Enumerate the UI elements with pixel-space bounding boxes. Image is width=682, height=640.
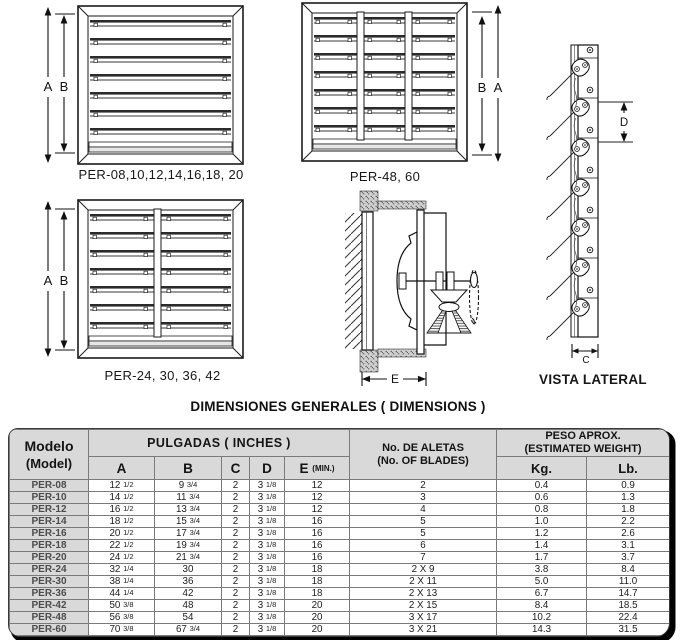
dim-a-cell: 20 1/2	[89, 528, 155, 540]
blades-cell: 3 X 17	[350, 612, 497, 624]
installation-diagram	[345, 191, 479, 386]
dim-a-label: A	[43, 79, 53, 94]
kg-cell: 6.7	[497, 588, 587, 600]
dim-d-label: D	[619, 117, 629, 129]
lb-cell: 11.0	[587, 576, 670, 588]
model-cell: PER-12	[10, 504, 89, 516]
header-weight	[497, 430, 670, 457]
table-row	[10, 588, 670, 600]
dim-b-cell: 21 3/4	[155, 552, 222, 564]
lb-cell: 2.2	[587, 516, 670, 528]
dim-d-cell: 3 1/8	[250, 492, 285, 504]
dim-b-cell: 15 3/4	[155, 516, 222, 528]
blades-cell: 5	[350, 528, 497, 540]
louver-double-caption: PER-24, 30, 36, 42	[104, 368, 221, 383]
dim-d-cell: 3 1/8	[250, 552, 285, 564]
dim-a-cell: 56 3/8	[89, 612, 155, 624]
model-cell: PER-18	[10, 540, 89, 552]
table-row	[10, 564, 670, 576]
dim-c-cell: 2	[222, 576, 250, 588]
dim-e-cell: 16	[285, 516, 350, 528]
dim-a-cell: 14 1/2	[89, 492, 155, 504]
belt-guard	[452, 311, 471, 333]
dim-d-cell: 3 1/8	[250, 576, 285, 588]
dim-d-cell: 3 1/8	[250, 528, 285, 540]
dim-b-cell: 11 3/4	[155, 492, 222, 504]
table-title: DIMENSIONES GENERALES ( DIMENSIONS )	[190, 399, 486, 414]
dim-b-label: B	[59, 273, 69, 288]
dim-a-cell: 32 1/4	[89, 564, 155, 576]
louver-triple-diagram	[302, 3, 503, 162]
dim-e-label: E	[390, 372, 400, 386]
dim-b-cell: 54	[155, 612, 222, 624]
header-model-es: Modelo	[24, 437, 74, 454]
header-col-lb: Lb.	[587, 457, 670, 480]
mullion	[405, 12, 412, 140]
table-row	[10, 528, 670, 540]
dim-c-cell: 2	[222, 516, 250, 528]
dim-e-cell: 20	[285, 624, 350, 636]
lb-cell: 1.3	[587, 492, 670, 504]
wall-block	[360, 350, 378, 372]
dim-b-cell: 9 3/4	[155, 480, 222, 492]
dim-b-cell: 42	[155, 588, 222, 600]
header-col-a: A	[89, 457, 155, 480]
pulley	[436, 272, 443, 290]
dim-d-cell: 3 1/8	[250, 480, 285, 492]
kg-cell: 0.4	[497, 480, 587, 492]
lb-cell: 3.1	[587, 540, 670, 552]
header-weight-es: PESO APROX.	[545, 430, 621, 442]
dim-b-label: B	[477, 80, 487, 95]
dimension-arrow-a	[44, 201, 53, 357]
dim-d-cell: 3 1/8	[250, 600, 285, 612]
dimension-arrow-c	[572, 344, 598, 366]
kg-cell: 10.2	[497, 612, 587, 624]
model-cell: PER-30	[10, 576, 89, 588]
model-cell: PER-08	[10, 480, 89, 492]
blades-cell: 2 X 13	[350, 588, 497, 600]
dim-c-cell: 2	[222, 600, 250, 612]
dim-b-cell: 67 3/4	[155, 624, 222, 636]
mullion	[357, 12, 364, 140]
dim-c-cell: 2	[222, 492, 250, 504]
dimension-arrow-b	[55, 209, 75, 350]
blades-cell: 4	[350, 504, 497, 516]
header-col-c: C	[222, 457, 250, 480]
dim-d-cell: 3 1/8	[250, 564, 285, 576]
blades-cell: 6	[350, 540, 497, 552]
dim-b-cell: 36	[155, 576, 222, 588]
kg-cell: 14.3	[497, 624, 587, 636]
table-row	[10, 492, 670, 504]
table-row	[10, 552, 670, 564]
header-col-e: E (MIN.)	[285, 457, 350, 480]
lb-cell: 0.9	[587, 480, 670, 492]
kg-cell: 1.0	[497, 516, 587, 528]
dim-b-cell: 17 3/4	[155, 528, 222, 540]
dim-a-cell: 50 3/8	[89, 600, 155, 612]
lb-cell: 14.7	[587, 588, 670, 600]
louver-double-diagram	[44, 200, 243, 358]
table-row	[10, 624, 670, 636]
lb-cell: 22.4	[587, 612, 670, 624]
dim-b-cell: 30	[155, 564, 222, 576]
wall-hatch	[345, 213, 362, 349]
kg-cell: 5.0	[497, 576, 587, 588]
dim-c-label: C	[582, 355, 590, 366]
model-cell: PER-14	[10, 516, 89, 528]
kg-cell: 8.4	[497, 600, 587, 612]
dim-a-cell: 38 1/4	[89, 576, 155, 588]
blades-cell: 2	[350, 480, 497, 492]
dim-e-cell: 18	[285, 564, 350, 576]
wall-block	[360, 191, 378, 211]
wall-block	[378, 201, 426, 209]
dim-e-cell: 12	[285, 480, 350, 492]
motor-pulley	[471, 273, 478, 288]
dim-a-cell: 44 1/4	[89, 588, 155, 600]
model-cell: PER-24	[10, 564, 89, 576]
dim-c-cell: 2	[222, 540, 250, 552]
header-blades	[350, 430, 497, 480]
dim-e-cell: 16	[285, 552, 350, 564]
dimension-arrow-b	[55, 14, 75, 153]
lb-cell: 3.7	[587, 552, 670, 564]
dim-c-cell: 2	[222, 588, 250, 600]
kg-cell: 3.8	[497, 564, 587, 576]
fan-hub	[399, 273, 406, 289]
lateral-view-diagram	[547, 45, 633, 366]
lateral-view-caption: VISTA LATERAL	[539, 372, 647, 387]
table-row	[10, 612, 670, 624]
blades-cell: 2 X 15	[350, 600, 497, 612]
louver-single-caption: PER-08,10,12,14,16,18, 20	[78, 167, 244, 182]
header-weight-en: (ESTIMATED WEIGHT)	[524, 443, 642, 455]
kg-cell: 1.4	[497, 540, 587, 552]
header-blades-en: (No. OF BLADES)	[377, 454, 469, 467]
dim-b-label: B	[59, 79, 69, 94]
dim-e-cell: 12	[285, 504, 350, 516]
table-row	[10, 516, 670, 528]
blades-cell: 3 X 21	[350, 624, 497, 636]
table-row	[10, 600, 670, 612]
dim-a-cell: 12 1/2	[89, 480, 155, 492]
dim-b-cell: 48	[155, 600, 222, 612]
dim-a-label: A	[493, 80, 503, 95]
lb-cell: 31.5	[587, 624, 670, 636]
dim-c-cell: 2	[222, 480, 250, 492]
dim-b-cell: 13 3/4	[155, 504, 222, 516]
table-body	[10, 480, 670, 636]
header-blades-es: No. DE ALETAS	[382, 441, 464, 454]
lb-cell: 2.6	[587, 528, 670, 540]
dim-e-cell: 18	[285, 576, 350, 588]
lb-cell: 8.4	[587, 564, 670, 576]
dimension-arrow-a	[494, 5, 503, 162]
dimension-arrow-a	[44, 7, 53, 163]
dim-e-cell: 20	[285, 600, 350, 612]
dim-e-cell: 16	[285, 528, 350, 540]
dimension-arrow-e	[362, 372, 426, 386]
dim-d-cell: 3 1/8	[250, 540, 285, 552]
belt-guard	[427, 311, 446, 333]
model-cell: PER-48	[10, 612, 89, 624]
header-inches: PULGADAS ( INCHES )	[89, 430, 350, 457]
model-cell: PER-10	[10, 492, 89, 504]
blades-cell: 7	[350, 552, 497, 564]
dim-e-cell: 18	[285, 588, 350, 600]
kg-cell: 1.2	[497, 528, 587, 540]
header-col-kg: Kg.	[497, 457, 587, 480]
dim-d-cell: 3 1/8	[250, 516, 285, 528]
header-model-en: (Model)	[25, 455, 73, 471]
dim-b-cell: 19 3/4	[155, 540, 222, 552]
model-cell: PER-60	[10, 624, 89, 636]
table-row	[10, 504, 670, 516]
lb-cell: 1.8	[587, 504, 670, 516]
model-cell: PER-42	[10, 600, 89, 612]
dim-a-label: A	[43, 273, 53, 288]
dim-c-cell: 2	[222, 504, 250, 516]
table-row	[10, 540, 670, 552]
louver-panel	[362, 212, 373, 350]
dimension-arrow-d	[598, 102, 633, 142]
pulley	[447, 272, 454, 290]
blades-cell: 2 X 9	[350, 564, 497, 576]
kg-cell: 0.6	[497, 492, 587, 504]
blades-cell: 5	[350, 516, 497, 528]
kg-cell: 1.7	[497, 552, 587, 564]
header-col-b: B	[155, 457, 222, 480]
dim-e-cell: 16	[285, 540, 350, 552]
dim-a-cell: 70 3/8	[89, 624, 155, 636]
lb-cell: 18.5	[587, 600, 670, 612]
motor-bracket	[431, 290, 467, 302]
model-cell: PER-16	[10, 528, 89, 540]
dim-e-cell: 20	[285, 612, 350, 624]
dim-c-cell: 2	[222, 528, 250, 540]
dim-a-cell: 24 1/2	[89, 552, 155, 564]
dim-d-cell: 3 1/8	[250, 504, 285, 516]
kg-cell: 0.8	[497, 504, 587, 516]
blades-cell: 2 X 11	[350, 576, 497, 588]
louver-single-diagram	[44, 6, 243, 164]
dim-a-cell: 18 1/2	[89, 516, 155, 528]
dim-c-cell: 2	[222, 612, 250, 624]
model-cell: PER-20	[10, 552, 89, 564]
louver-triple-caption: PER-48, 60	[349, 169, 421, 184]
model-cell: PER-36	[10, 588, 89, 600]
blades-cell: 3	[350, 492, 497, 504]
mullion	[154, 209, 161, 337]
header-model	[10, 430, 89, 480]
dim-c-cell: 2	[222, 564, 250, 576]
dim-e-cell: 12	[285, 492, 350, 504]
dim-a-cell: 16 1/2	[89, 504, 155, 516]
dim-c-cell: 2	[222, 624, 250, 636]
header-col-d: D	[250, 457, 285, 480]
dim-a-cell: 22 1/2	[89, 540, 155, 552]
motor	[439, 303, 459, 312]
table-row	[10, 480, 670, 492]
dimensions-table-card	[8, 428, 670, 637]
fan-panel	[417, 210, 424, 354]
dim-d-cell: 3 1/8	[250, 624, 285, 636]
table-row	[10, 576, 670, 588]
dimensions-table	[9, 429, 670, 636]
dimension-arrow-b	[472, 12, 492, 155]
dim-c-cell: 2	[222, 552, 250, 564]
dim-d-cell: 3 1/8	[250, 612, 285, 624]
dim-d-cell: 3 1/8	[250, 588, 285, 600]
